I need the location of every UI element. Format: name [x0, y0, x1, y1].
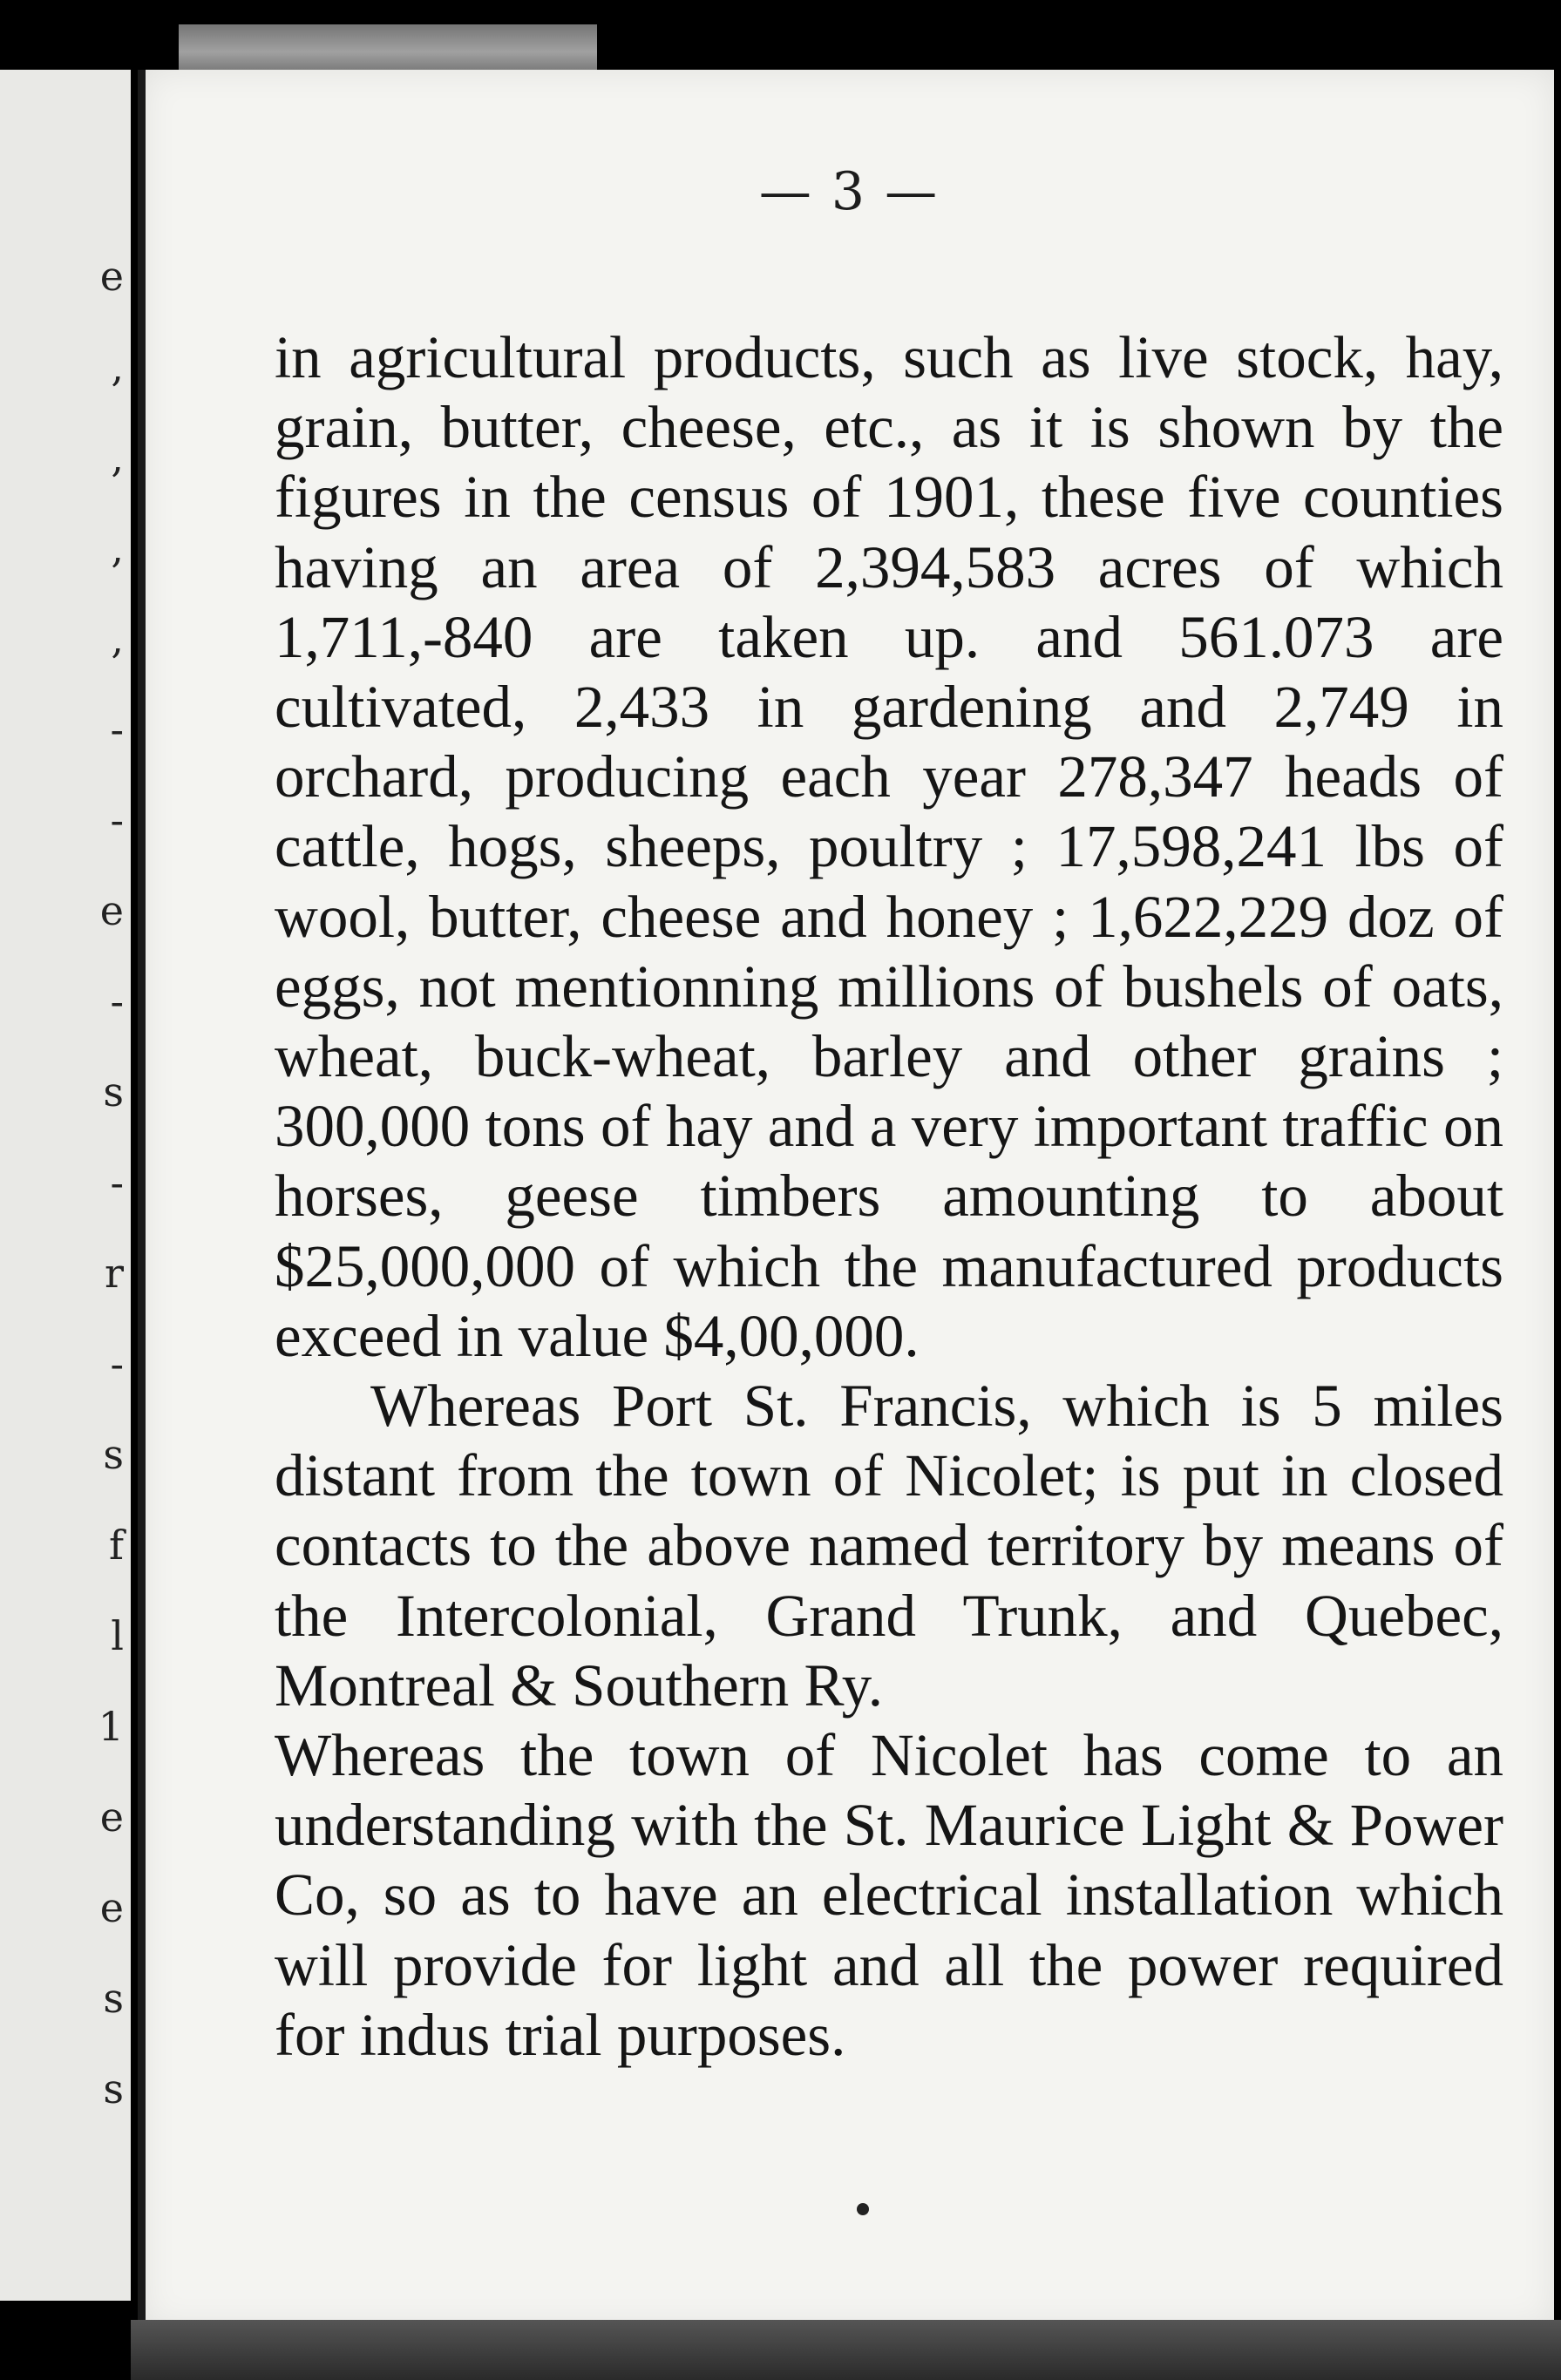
- margin-fragment: s: [103, 2065, 124, 2112]
- margin-fragment: e: [99, 253, 124, 300]
- paragraph-nicolet-power: Whereas the town of Nicolet has come to an understanding with the St. Maurice Light & Power Co, so as to have an electrical installation which will provide for light and all the power required for indus trial purposes.: [275, 1722, 1503, 2068]
- margin-fragment: s: [103, 1975, 124, 2022]
- page-number: — 3 —: [758, 161, 940, 222]
- previous-page-text-fragments: [0, 70, 131, 2301]
- margin-fragment: l: [111, 1612, 124, 1659]
- margin-fragment: e: [99, 1884, 124, 1931]
- previous-page-edge: [0, 70, 131, 2301]
- margin-fragment: e: [99, 1793, 124, 1841]
- margin-fragment: s: [103, 1431, 124, 1478]
- margin-fragment: ,: [111, 615, 124, 662]
- margin-fragment: -: [110, 978, 124, 1025]
- margin-fragment: s: [103, 1068, 124, 1115]
- ink-dot: [857, 2203, 869, 2215]
- margin-fragment: -: [110, 1340, 124, 1387]
- margin-fragment: e: [99, 887, 124, 934]
- margin-fragment: f: [108, 1522, 124, 1569]
- margin-fragment: ,: [111, 343, 124, 390]
- margin-fragment: -: [110, 706, 124, 753]
- page-binding-edge: [138, 70, 146, 2336]
- paragraph-agricultural-products: in agricultural products, such as live stock, hay, grain, butter, cheese, etc., as it is shown by the figures in the census of 1901, these five counties having an area of 2,394,583 acres of which 1,711,-840 are taken up. and 561.073 are cultivated, 2,433 in gardening and 2,749 in orchard, producing each year 278,347 heads of cattle, hogs, sheeps, poultry ; 17,598,241 lbs of wool, butter, cheese and honey ; 1,622,229 doz of eggs, not mentionning millions of bushels of oats, wheat, buck-wheat, barley and other grains ; 300,000 tons of hay and a very important traffic on horses, geese timbers amounting to about $25,000,000 of which the manufactured products exceed in value $4,00,000.: [275, 324, 1503, 1369]
- document-page: [144, 70, 1554, 2327]
- margin-fragment: r: [105, 1250, 124, 1297]
- margin-fragment: -: [110, 797, 124, 844]
- margin-fragment: ,: [111, 434, 124, 481]
- margin-fragment: ,: [111, 525, 124, 572]
- margin-fragment: -: [110, 1159, 124, 1206]
- film-edge-bottom: [131, 2320, 1561, 2380]
- paragraph-port-st-francis: Whereas Port St. Francis, which is 5 miles distant from the town of Nicolet; is put in closed contacts to the above named territory by means of the Intercolonial, Grand Trunk, and Quebec, Montreal & Southern Ry.: [275, 1373, 1503, 1719]
- margin-fragment: 1: [98, 1703, 124, 1750]
- page-body: [275, 322, 1503, 2070]
